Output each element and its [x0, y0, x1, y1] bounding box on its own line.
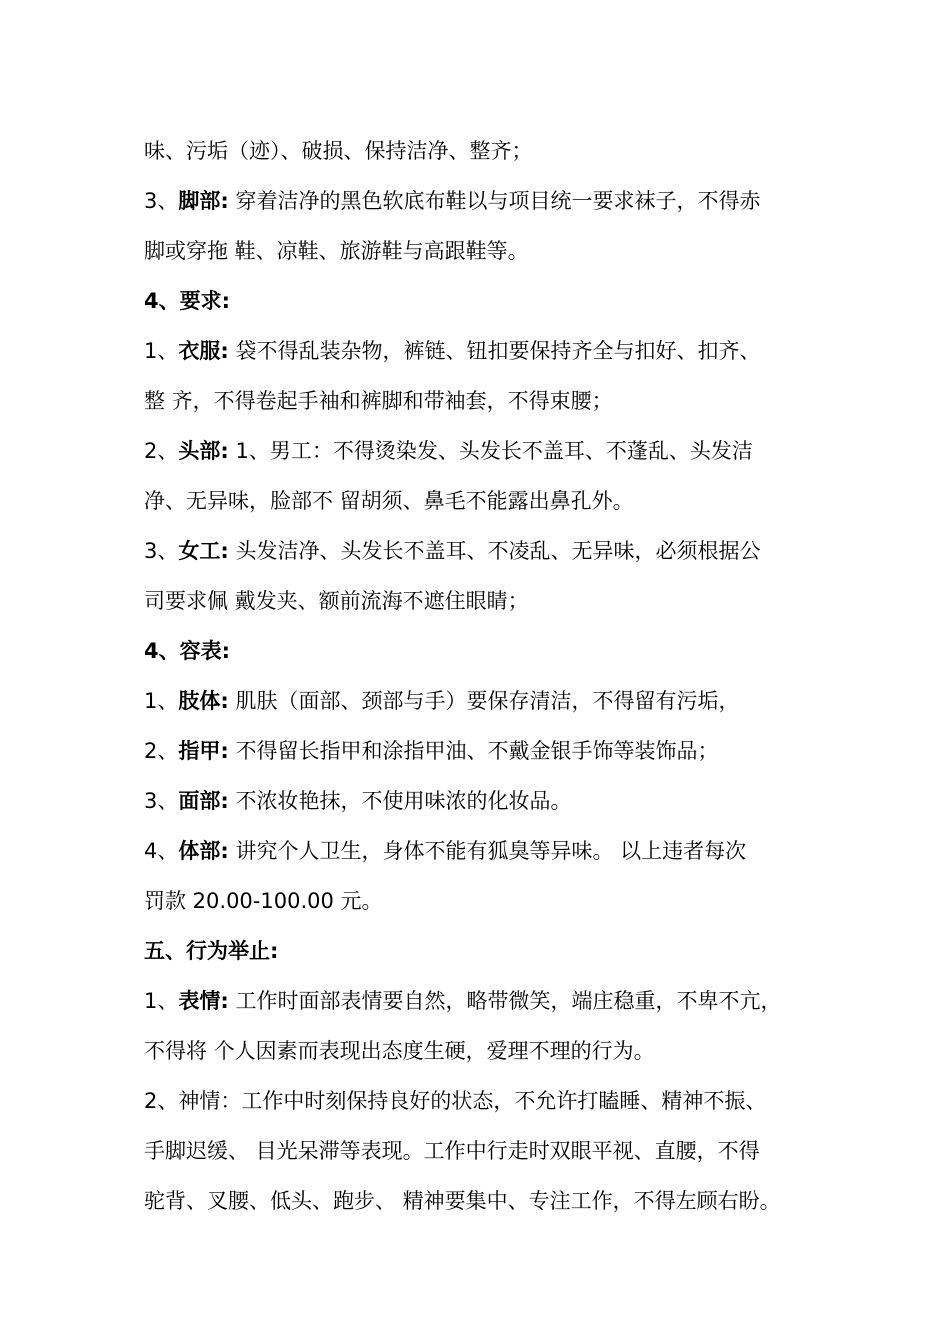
text-line	[144, 476, 824, 526]
body-text: 整 齐，不得卷起手袖和裤脚和带袖套，不得束腰；	[144, 389, 613, 413]
bold-heading-text: 肢体:	[178, 689, 229, 713]
bold-heading-text: 面部:	[178, 789, 229, 813]
body-text: 不得留长指甲和涂指甲油、不戴金银手饰等装饰品；	[228, 739, 719, 763]
text-line	[144, 376, 824, 426]
body-text: 1、	[144, 989, 179, 1013]
body-text: 不得将 个人因素而表现出态度生硬，爱理不理的行为。	[144, 1039, 655, 1063]
bold-heading-text: 脚部:	[178, 189, 229, 213]
body-text: 不浓妆艳抹，不使用味浓的化妆品。	[228, 789, 572, 813]
body-text: 3、	[144, 539, 179, 563]
bold-heading-text: 女工:	[178, 539, 229, 563]
text-line	[144, 876, 824, 926]
body-text: 3、	[144, 789, 179, 813]
text-line	[144, 326, 824, 376]
body-text: 1、男工：不得烫染发、头发长不盖耳、不蓬乱、头发洁	[228, 439, 753, 463]
body-text: 2、	[144, 439, 179, 463]
bold-heading-text: 表情:	[178, 989, 229, 1013]
text-line	[144, 676, 824, 726]
bold-heading-text: 衣服:	[178, 339, 229, 363]
text-line	[144, 926, 824, 976]
text-line	[144, 226, 824, 276]
bold-heading-text: 4、要求:	[144, 289, 231, 313]
bold-heading-text: 指甲:	[178, 739, 229, 763]
body-text: 净、无异味，脸部不 留胡须、鼻毛不能露出鼻孔外。	[144, 489, 634, 513]
text-line	[144, 1126, 824, 1176]
body-text: 穿着洁净的黑色软底布鞋以与项目统一要求袜子，不得赤	[228, 189, 761, 213]
body-text: 1、	[144, 339, 179, 363]
text-line	[144, 526, 824, 576]
text-line	[144, 976, 824, 1026]
body-text: 肌肤（面部、颈部与手）要保存清洁，不得留有污垢，	[228, 689, 740, 713]
text-line	[144, 426, 824, 476]
bold-heading-text: 4、容表:	[144, 639, 231, 663]
text-line	[144, 276, 824, 326]
text-line	[144, 126, 824, 176]
text-line	[144, 776, 824, 826]
text-line	[144, 1026, 824, 1076]
document-body	[144, 126, 824, 1226]
body-text: 4、	[144, 839, 179, 863]
text-line	[144, 626, 824, 676]
body-text: 3、	[144, 189, 179, 213]
body-text: 脚或穿拖 鞋、凉鞋、旅游鞋与高跟鞋等。	[144, 239, 529, 263]
body-text: 2、神情：工作中时刻保持良好的状态，不允许打瞌睡、精神不振、	[144, 1089, 767, 1113]
text-line	[144, 726, 824, 776]
text-line	[144, 176, 824, 226]
text-line	[144, 826, 824, 876]
body-text: 2、	[144, 739, 179, 763]
bold-heading-text: 五、行为举止:	[144, 939, 279, 963]
body-text: 手脚迟缓、 目光呆滞等表现。工作中行走时双眼平视、直腰，不得	[144, 1139, 760, 1163]
bold-heading-text: 头部:	[178, 439, 229, 463]
body-text: 1、	[144, 689, 179, 713]
body-text: 司要求佩 戴发夹、额前流海不遮住眼睛；	[144, 589, 529, 613]
text-line	[144, 576, 824, 626]
body-text: 头发洁净、头发长不盖耳、不凌乱、无异味，必须根据公	[228, 539, 761, 563]
body-text: 讲究个人卫生，身体不能有狐臭等异味。 以上违者每次	[228, 839, 747, 863]
bold-heading-text: 体部:	[178, 839, 229, 863]
body-text: 工作时面部表情要自然，略带微笑，端庄稳重，不卑不亢，	[228, 989, 782, 1013]
body-text: 袋不得乱装杂物，裤链、钮扣要保持齐全与扣好、扣齐、	[228, 339, 761, 363]
body-text: 味、污垢（迹）、破损、保持洁净、整齐；	[144, 139, 533, 163]
body-text: 驼背、叉腰、低头、跑步、 精神要集中、专注工作，不得左顾右盼。	[144, 1189, 781, 1213]
text-line	[144, 1076, 824, 1126]
text-line	[144, 1176, 824, 1226]
body-text: 罚款 20.00-100.00 元。	[144, 889, 383, 913]
